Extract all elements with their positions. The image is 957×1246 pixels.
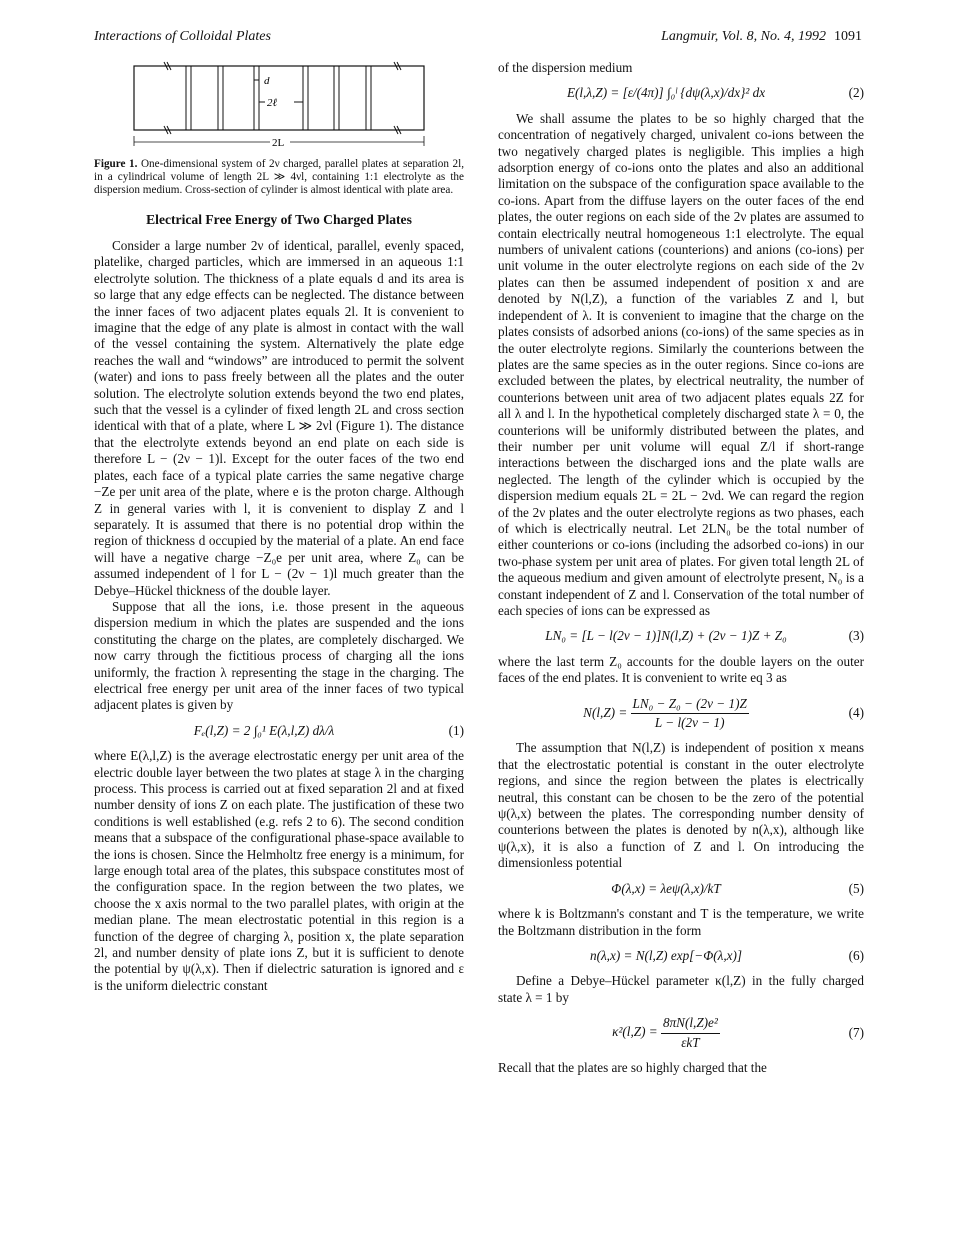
denominator: L − l(2ν − 1) (654, 715, 725, 731)
equation-1 (94, 723, 464, 739)
label-d: d (264, 75, 270, 87)
equation-number: (5) (848, 880, 864, 896)
equation-body: LN₀ = [L − l(2ν − 1)]N(l,Z) + (2ν − 1)Z + Z₀ (545, 628, 787, 644)
equation-body: n(λ,x) = N(l,Z) exp[−Φ(λ,x)] (589, 947, 743, 963)
label-2L: 2L (272, 137, 285, 149)
numerator: LN₀ − Z₀ − (2ν − 1)Z (631, 696, 749, 714)
equation-number: (6) (848, 947, 864, 963)
running-header-journal (661, 29, 862, 45)
caption-text: One-dimensional system of 2ν charged, parallel plates at separation 2l, in a cylindrical volume of length 2L ≫ 4νl, containing 1:1 electrolyte as the dispersion medium. Cross-section of cylinder is almost identical with plate area. (94, 158, 465, 197)
fraction (631, 696, 749, 732)
equation-2 (498, 85, 864, 101)
running-header-title: Interactions of Colloidal Plates (94, 29, 271, 44)
equation-number: (2) (848, 85, 864, 101)
left-column (94, 60, 464, 994)
paragraph: We shall assume the plates to be so highly charged that the concentration of negatively charged, univalent co-ions between the two negatively charged plates is negligible. This implies a high adsorption energy of co-ions onto the plates and also an additional limitation on the subspace of the configuration space available to the co-ions. Apart from the diffuse layers on the outer faces of the end plates, the outer regions on each side of the 2ν plates are assumed to contain electrically neutral homogeneous 1:1 electrolyte. The equal numbers of univalent cations (counterions) and anions (co-ions) per unit volume in the outer electrolyte regions on each side of the 2ν plates can then be assumed independent of position x and are denoted by N(l,Z), a function of the variables Z and l, but independent of λ. It is convenient to imagine that the charge on the plates consists of adsorbed anions (co-ions) of the same species as in the outer electrolyte regions. Similarly the counterions between the plates are the same species as in the outer regions. Since co-ions are excluded between the plates, by electrical neutrality, the number of counterions between unit area of two adjacent plates equals 2Z for all λ and l. In the hypothetical completely discharged state λ = 0, the counterions will be uniformly distributed between the plates, and their number per unit volume will equal Z/l if short-range interactions between the discharged ions and the plate walls are neglected. The length of the cylinder which is occupied by the dispersion medium equals 2L = 2L − 2νd. We can regard the region of the 2ν plates and the outer electrolyte regions as two phases, each of which is electrically neutral. Let 2LN₀ be the total number of either counterions or co-ions (including the adsorbed co-ions) in our two-phase system per unit area of plates. For given total length 2L of the aqueous medium and given amount of electrolyte present, N₀ is a constant independent of Z and l. Conservation of the total number of each species of ions can be expressed as (498, 110, 864, 618)
window-marks (164, 62, 401, 134)
plates-diagram (94, 60, 464, 152)
paragraph: where the last term Z₀ accounts for the double layers on the outer faces of the end plates. It is convenient to write eq 3 as (498, 653, 864, 686)
paragraph: Suppose that all the ions, i.e. those present in the aqueous dispersion medium in which the plates are suspended and the ions constituting the charge on the plates, are completely discharged. We now carry through the fictitious process of charging all the ions uniformly, the fraction λ representing the stage in the charging. The electrical free energy per unit area of the inner faces of two typical adjacent plates is given by (94, 598, 464, 713)
equation-number: (4) (848, 705, 864, 721)
equation-number: (7) (848, 1024, 864, 1040)
plates-group (186, 66, 371, 130)
label-2l: 2ℓ (267, 97, 278, 109)
equation-body: Fₑ(l,Z) = 2 ∫₀¹ E(λ,l,Z) dλ/λ (193, 722, 335, 738)
paragraph: Define a Debye–Hückel parameter κ(l,Z) in the fully charged state λ = 1 by (498, 973, 864, 1005)
equation-body (498, 1015, 834, 1051)
equation-3 (498, 628, 864, 644)
equation-body: Φ(λ,x) = λeψ(λ,x)/kT (611, 880, 721, 896)
equation-5 (498, 881, 864, 897)
paragraph: where k is Boltzmann's constant and T is the temperature, we write the Boltzmann distribution in the form (498, 906, 864, 938)
equation-body: E(l,λ,Z) = [ε/(4π)] ∫₀ˡ {dψ(λ,x)/dx}² dx (566, 85, 766, 101)
equation-7 (498, 1015, 864, 1051)
journal-citation: Langmuir, Vol. 8, No. 4, 1992 (661, 29, 826, 44)
figure-caption (94, 158, 464, 198)
right-column (498, 60, 864, 1076)
equation-lhs: N(l,Z) = (583, 704, 628, 720)
paragraph: of the dispersion medium (498, 60, 633, 75)
equation-6 (498, 948, 864, 964)
numerator: 8πN(l,Z)e² (661, 1015, 720, 1033)
equation-4 (498, 696, 864, 732)
section-heading: Electrical Free Energy of Two Charged Plates (146, 211, 412, 227)
fraction (661, 1015, 720, 1051)
paragraph: Recall that the plates are so highly charged that the (498, 1059, 767, 1075)
paragraph: Consider a large number 2ν of identical, parallel, evenly spaced, platelike, charged particles, which are immersed in an aqueous 1:1 electrolyte solution. The thickness of a plate equals d and its area is so large that any edge effects can be neglected. The distance between the inner faces of two adjacent plates equals 2l. It is convenient to imagine that the edge of any plate is almost in contact with the wall of the vessel containing the system. Alternatively the plate edge reaches the wall and “windows” are introduced to permit the solvent (water) and ions to pass freely between all the plates and the outer solution. The electrolyte solution extends beyond the two end plates, such that the vessel is a cylinder of fixed length 2L and cross section identical with that of a plate, where L ≫ 2νl (Figure 1). The distance that the electrolyte extends beyond an end plate on each side is therefore L − (2ν − 1)l. Except for the outer faces of the two end plates, each face of a typical plate carries the same negative charge −Ze per unit area of the plate, where e is the proton charge. Although Z in general varies with l, it is convenient to display Z and l separately. It is assumed that there is no potential drop within the region of thickness d occupied by the material of a plate. An end face will have a negative charge −Z₀e per unit area, where Z₀ can be assumed independent of l for L − (2ν − 1)l much greater than the Debye–Hückel thickness of the double layer. (94, 238, 464, 598)
equation-number: (3) (848, 628, 864, 644)
caption-label: Figure 1. (94, 158, 138, 170)
equation-body (498, 696, 834, 732)
denominator: εkT (681, 1034, 700, 1050)
page-number: 1091 (834, 29, 862, 44)
paragraph: where E(λ,l,Z) is the average electrostatic energy per unit area of the electric double layer between the two plates at stage λ in the charging process. This process is carried out at fixed separation 2l and at fixed number density of ions Z on each plate. The justification of these two conditions is well established (e.g. refs 2 to 6). The second condition means that a subspace of the configurational phase-space available to the ions is chosen. Since the Helmholtz free energy is a minimum, for large enough total area of the plates, this subspace constitutes most of the configuration space. In the region between the two plates, we choose the x axis normal to the two parallel plates, with origin at the median plane. The mean electrostatic potential in this region is a function of the degree of charging λ, position x, the plate separation 2l, and number density of plate ions Z, but it is sufficient to denote the potential by ψ(λ,x). Then if dielectric saturation is ignored and ε is the uniform dielectric constant (94, 748, 464, 993)
figure-1 (94, 60, 464, 152)
equation-lhs: κ²(l,Z) = (612, 1024, 658, 1040)
paragraph: The assumption that N(l,Z) is independent of position x means that the electrostatic potential is constant in the outer electrolyte regions, and since the region between the plates is electrically neutral, this constant can be chosen to be the zero of the potential ψ(λ,x) between the plates. The corresponding number density of counterions between the plates is denoted by n(λ,x), although like ψ(λ,x), it is also a function of Z and l. On introducing the dimensionless potential (498, 740, 864, 871)
cylinder-outline (134, 66, 424, 130)
equation-number: (1) (448, 722, 464, 738)
